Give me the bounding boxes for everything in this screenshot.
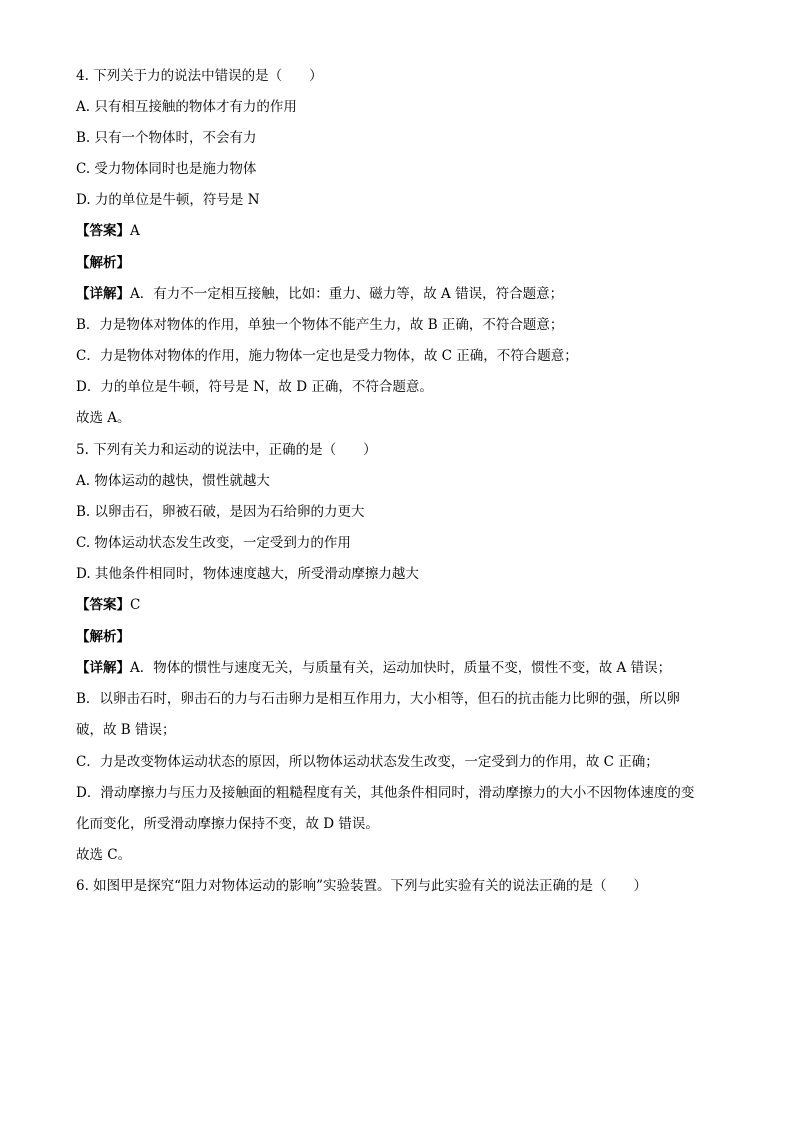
question-5-detail-line: D．滑动摩擦力与压力及接触面的粗糙程度有关，其他条件相同时，滑动摩擦力的大小不因物体速度的变 [76, 785, 695, 801]
question-4-detail-line [76, 285, 563, 303]
question-5-answer [76, 596, 140, 614]
question-4-option-a: A. 只有相互接触的物体才有力的作用 [76, 99, 297, 115]
question-5-option-a: A. 物体运动的越快，惯性就越大 [76, 473, 270, 489]
question-4-option-d: D. 力的单位是牛顿，符号是 N [76, 192, 260, 208]
question-4-detail-line: D．力的单位是牛顿，符号是 N，故 D 正确，不符合题意。 [76, 379, 433, 395]
question-5-option-b: B. 以卵击石，卵被石破，是因为石给卵的力更大 [76, 504, 365, 520]
question-5-option-d: D. 其他条件相同时，物体速度越大，所受滑动摩擦力越大 [76, 566, 419, 582]
question-4-answer [76, 222, 140, 240]
question-4-stem: 4. 下列关于力的说法中错误的是（ ） [76, 68, 323, 84]
detail-text: A．物体的惯性与速度无关，与质量有关，运动加快时，质量不变，惯性不变，故 A 错误； [130, 660, 672, 676]
question-5-conclusion: 故选 C。 [76, 847, 132, 863]
answer-tag: 【答案】 [76, 223, 130, 239]
detail-tag: 【详解】 [76, 660, 130, 676]
detail-text: A．有力不一定相互接触，比如：重力、磁力等，故 A 错误，符合题意； [130, 286, 564, 302]
question-5-option-c: C. 物体运动状态发生改变，一定受到力的作用 [76, 535, 351, 551]
question-5-detail-line [76, 659, 671, 677]
answer-tag: 【答案】 [76, 597, 130, 613]
question-4-conclusion: 故选 A。 [76, 410, 131, 426]
question-5-stem: 5. 下列有关力和运动的说法中，正确的是（ ） [76, 442, 377, 458]
question-5-detail-line: 化而变化，所受滑动摩擦力保持不变，故 D 错误。 [76, 816, 379, 832]
question-5-detail-line: C．力是改变物体运动状态的原因，所以物体运动状态发生改变，一定受到力的作用，故 C 正确； [76, 754, 659, 770]
answer-value: C [130, 597, 141, 613]
question-5-detail-line: 破，故 B 错误； [76, 722, 176, 738]
question-4-detail-line: B．力是物体对物体的作用，单独一个物体不能产生力，故 B 正确，不符合题意； [76, 317, 564, 333]
question-5-analysis-tag: 【解析】 [76, 629, 130, 645]
question-6-stem: 6. 如图甲是探究“阻力对物体运动的影响”实验装置。下列与此实验有关的说法正确的是（ ） [76, 878, 647, 894]
detail-tag: 【详解】 [76, 286, 130, 302]
question-4-detail-line: C．力是物体对物体的作用，施力物体一定也是受力物体，故 C 正确，不符合题意； [76, 348, 578, 364]
question-4-analysis-tag: 【解析】 [76, 255, 130, 271]
answer-value: A [130, 223, 140, 239]
question-5-detail-line: B．以卵击石时，卵击石的力与石击卵力是相互作用力，大小相等，但石的抗击能力比卵的强，所以卵 [76, 691, 680, 707]
question-4-option-b: B. 只有一个物体时，不会有力 [76, 130, 257, 146]
question-4-option-c: C. 受力物体同时也是施力物体 [76, 161, 257, 177]
